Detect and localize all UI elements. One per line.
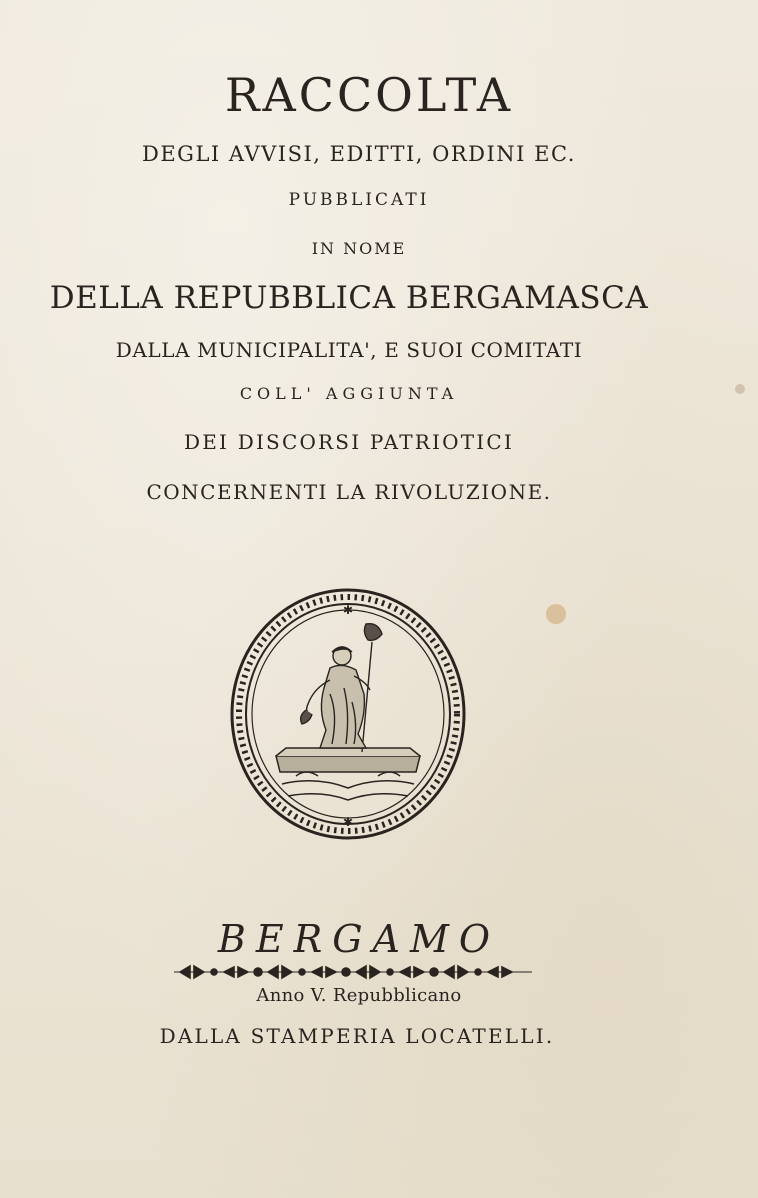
liberty-emblem-icon — [226, 584, 470, 844]
subtitle-line-7: DEI DISCORSI PATRIOTICI — [184, 430, 514, 454]
svg-text:✱: ✱ — [342, 603, 354, 617]
subtitle-line-6: COLL' AGGIUNTA — [239, 384, 459, 403]
subtitle-line-1: DEGLI AVVISI, EDITTI, ORDINI EC. — [142, 142, 576, 166]
book-title: RACCOLTA — [224, 68, 514, 122]
subtitle-line-3: IN NOME — [311, 239, 407, 258]
subtitle-line-8: CONCERNENTI LA RIVOLUZIONE. — [146, 480, 552, 504]
ornamental-rule-icon — [170, 961, 536, 983]
imprint-city: BERGAMO — [217, 917, 501, 961]
imprint-printer: DALLA STAMPERIA LOCATELLI. — [159, 1024, 555, 1048]
paper-stain — [735, 384, 745, 394]
paper-stain — [546, 604, 566, 624]
subtitle-line-4: DELLA REPUBBLICA BERGAMASCA — [49, 280, 649, 316]
imprint-year: Anno V. Repubblicano — [256, 985, 462, 1006]
subtitle-line-2: PUBBLICATI — [288, 190, 430, 210]
subtitle-line-5: DALLA MUNICIPALITA', E SUOI COMITATI — [115, 338, 583, 362]
svg-text:✱: ✱ — [342, 815, 354, 829]
